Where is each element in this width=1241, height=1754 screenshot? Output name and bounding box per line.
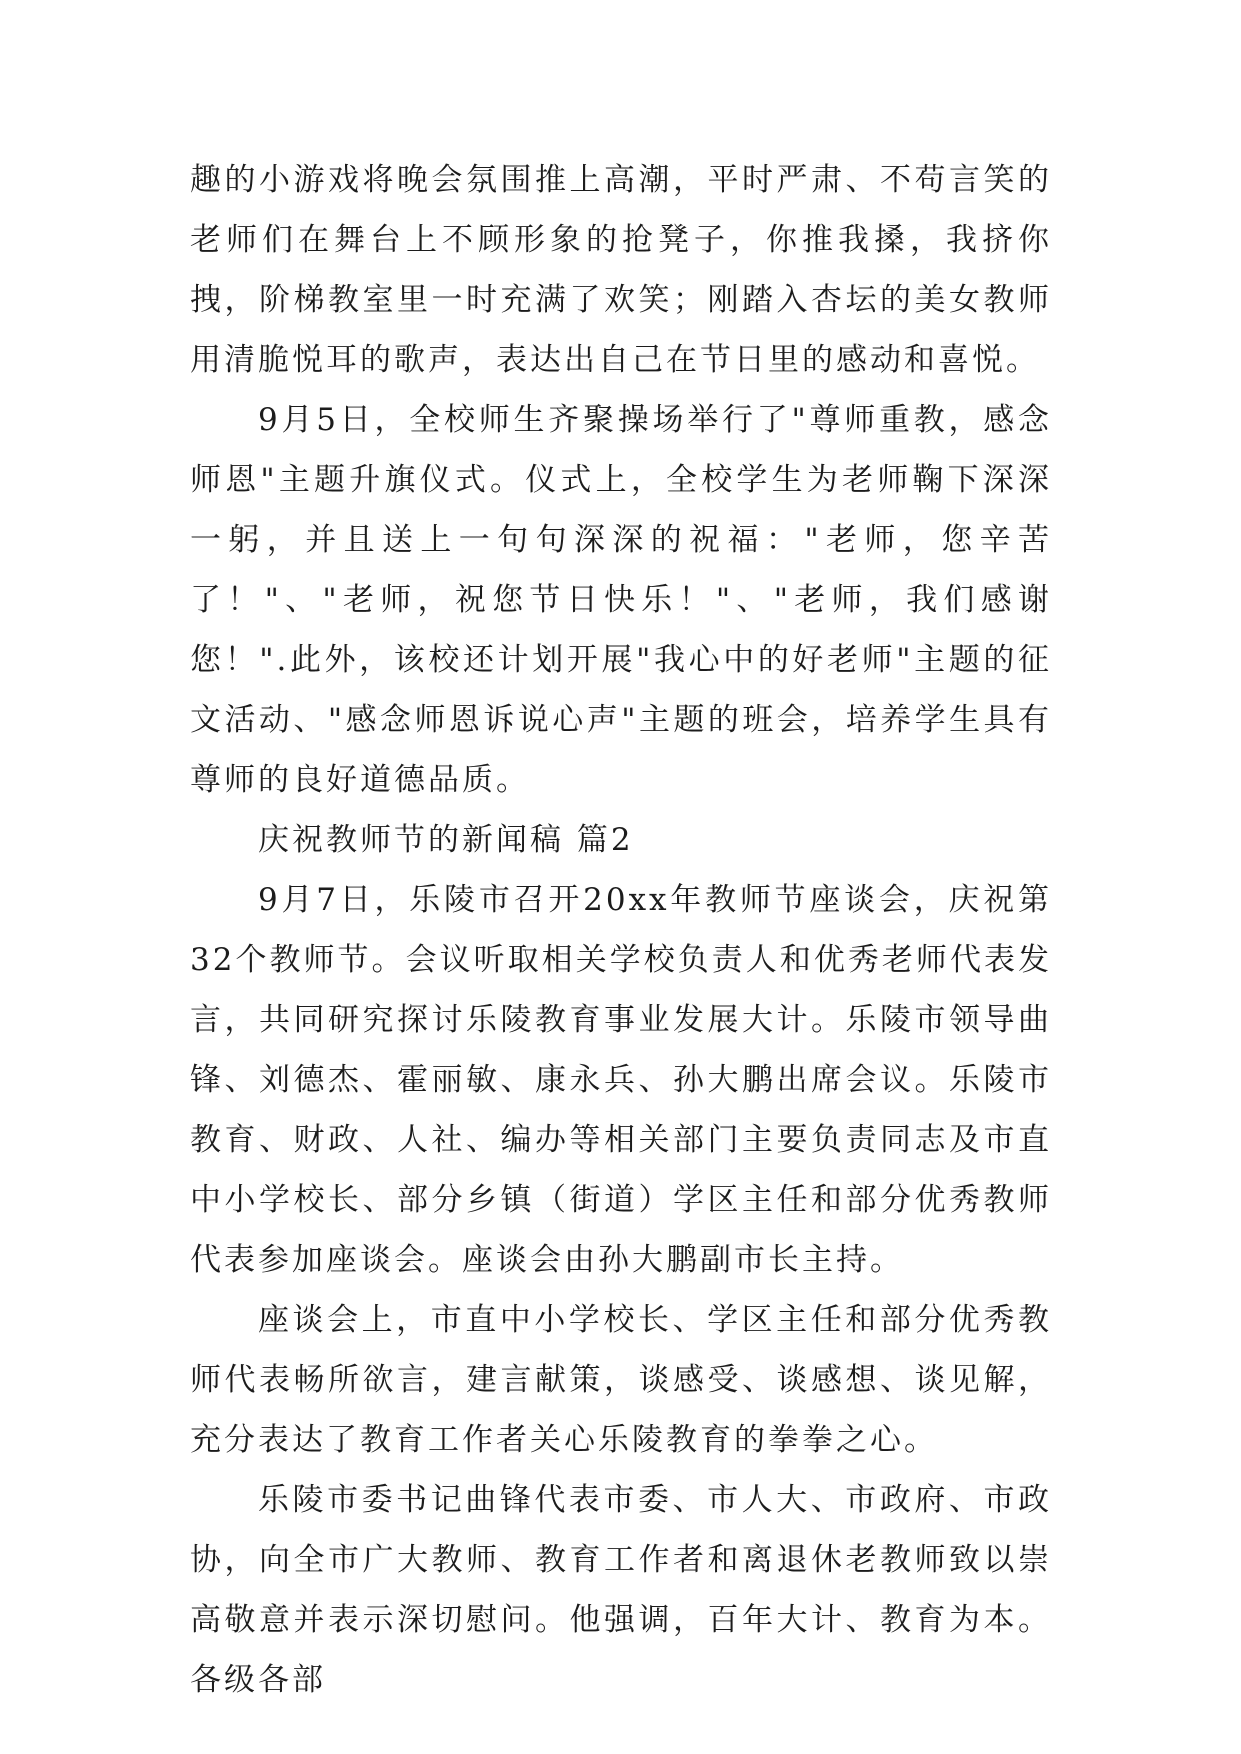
paragraph-symposium-intro: 9月7日，乐陵市召开20xx年教师节座谈会，庆祝第32个教师节。会议听取相关学校负责人和优秀老师代表发言，共同研究探讨乐陵教育事业发展大计。乐陵市领导曲锋、刘德杰、霍丽敏、康永兵、孙大鹏出席会议。乐陵市教育、财政、人社、编办等相关部门主要负责同志及市直中小学校长、部分乡镇（街道）学区主任和部分优秀教师代表参加座谈会。座谈会由孙大鹏副市长主持。 <box>190 882 1052 1278</box>
section-heading: 庆祝教师节的新闻稿 篇2 <box>258 822 634 858</box>
paragraph-evening-party: 趣的小游戏将晚会氛围推上高潮，平时严肃、不苟言笑的老师们在舞台上不顾形象的抢凳子，你推我搡，我挤你拽，阶梯教室里一时充满了欢笑；刚踏入杏坛的美女教师用清脆悦耳的歌声，表达出自己在节日里的感动和喜悦。 <box>190 162 1052 378</box>
paragraph-flag-ceremony: 9月5日，全校师生齐聚操场举行了"尊师重教，感念师恩"主题升旗仪式。仪式上，全校学生为老师鞠下深深一躬，并且送上一句句深深的祝福："老师，您辛苦了！"、"老师，祝您节日快乐！"、"老师，我们感谢您！".此外，该校还计划开展"我心中的好老师"主题的征文活动、"感念师恩诉说心声"主题的班会，培养学生具有尊师的良好道德品质。 <box>190 402 1052 798</box>
article-body <box>190 150 1052 1710</box>
paragraph-secretary-remarks: 乐陵市委书记曲锋代表市委、市人大、市政府、市政协，向全市广大教师、教育工作者和离退休老教师致以崇高敬意并表示深切慰问。他强调，百年大计、教育为本。各级各部 <box>190 1482 1052 1698</box>
paragraph-symposium-speeches: 座谈会上，市直中小学校长、学区主任和部分优秀教师代表畅所欲言，建言献策，谈感受、谈感想、谈见解，充分表达了教育工作者关心乐陵教育的拳拳之心。 <box>190 1302 1052 1458</box>
